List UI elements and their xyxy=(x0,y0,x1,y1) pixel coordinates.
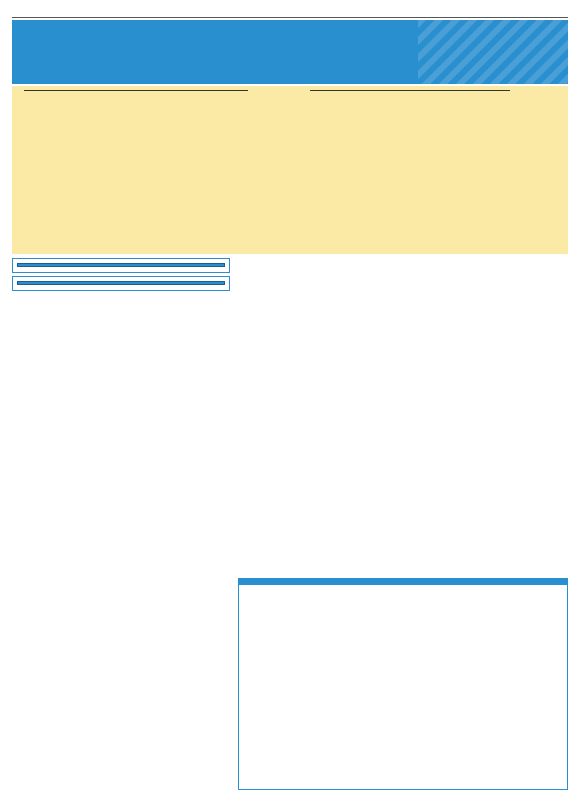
page-header xyxy=(12,6,568,18)
left-panel xyxy=(12,258,230,294)
section-banner xyxy=(12,20,568,84)
gratuiti-box xyxy=(12,258,230,273)
avvertenze-title xyxy=(24,90,248,91)
avvertenze xyxy=(24,90,248,250)
banner-stripe xyxy=(418,20,568,84)
pagamento-box xyxy=(12,276,230,291)
form-intro xyxy=(239,585,567,591)
info-box xyxy=(12,86,568,254)
coupon-form xyxy=(238,578,568,790)
gratuiti-title xyxy=(17,263,225,267)
pagamento-title xyxy=(17,281,225,285)
indice-title xyxy=(310,90,510,91)
indice-title-wrap xyxy=(250,90,566,93)
